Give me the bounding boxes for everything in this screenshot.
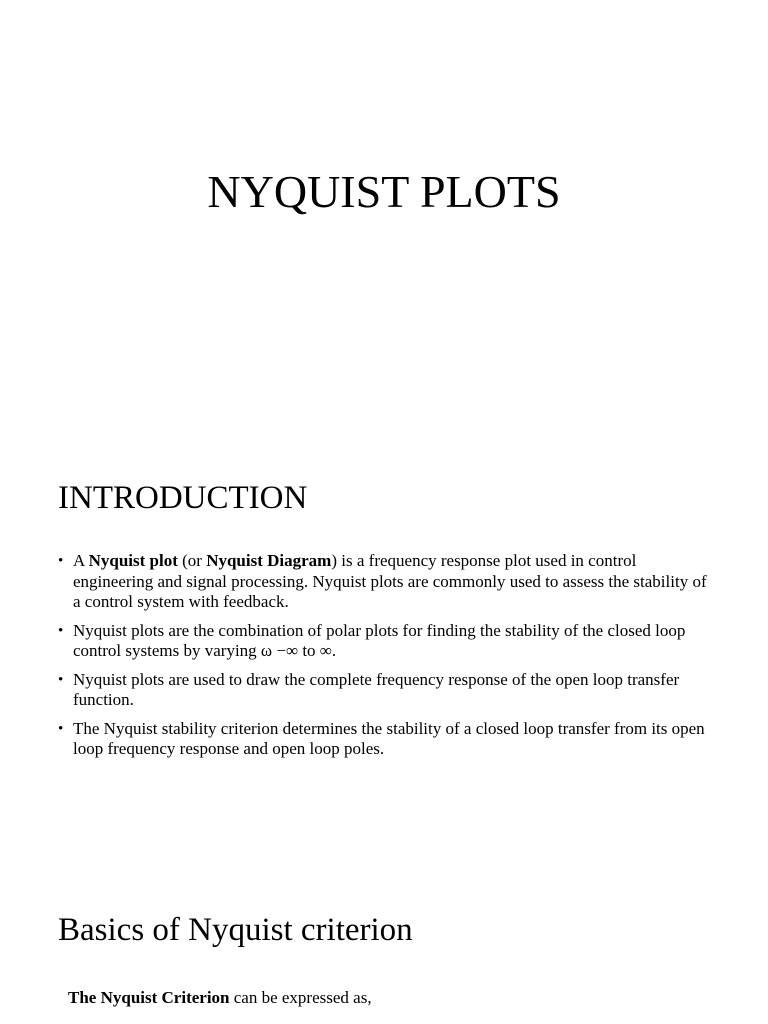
criterion-bold-term: The Nyquist Criterion (68, 988, 230, 1007)
bullet-icon: • (58, 553, 64, 569)
page-title: NYQUIST PLOTS (207, 166, 561, 217)
basics-heading: Basics of Nyquist criterion (58, 912, 413, 948)
bullet-text: Nyquist plots are the combination of polar plots for finding the stability of the closed loop control systems by varying ω −∞ to ∞. (73, 620, 686, 660)
introduction-slide (0, 440, 768, 880)
bullet-item (58, 551, 708, 613)
bullet-icon: • (58, 622, 64, 639)
bullet-item (58, 621, 708, 662)
bullet-text: The Nyquist stability criterion determines the stability of a closed loop transfer from its open loop frequency response and open loop poles. (73, 718, 705, 758)
basics-slide (0, 880, 768, 1024)
introduction-bullet-list (58, 551, 708, 768)
criterion-statement (68, 987, 372, 1009)
bullet-text-part: ) is a frequency response plot used in control engineering and signal processing. Nyquist plots are commonly used to assess the stability of a control system with feedback. (73, 551, 707, 611)
bullet-text: Nyquist plots are used to draw the complete frequency response of the open loop transfer function. (73, 669, 680, 709)
criterion-text: can be expressed as, (229, 988, 372, 1007)
bullet-item (58, 719, 708, 760)
bullet-item (58, 670, 708, 711)
introduction-heading: INTRODUCTION (58, 480, 308, 516)
title-slide (0, 0, 768, 440)
bullet-text-part: (or (177, 551, 207, 570)
bullet-icon: • (58, 671, 64, 688)
bullet-bold-term: Nyquist Diagram (206, 551, 332, 570)
bullet-text-part: A (73, 551, 89, 570)
bullet-icon: • (58, 720, 64, 737)
bullet-bold-term: Nyquist plot (88, 551, 178, 570)
